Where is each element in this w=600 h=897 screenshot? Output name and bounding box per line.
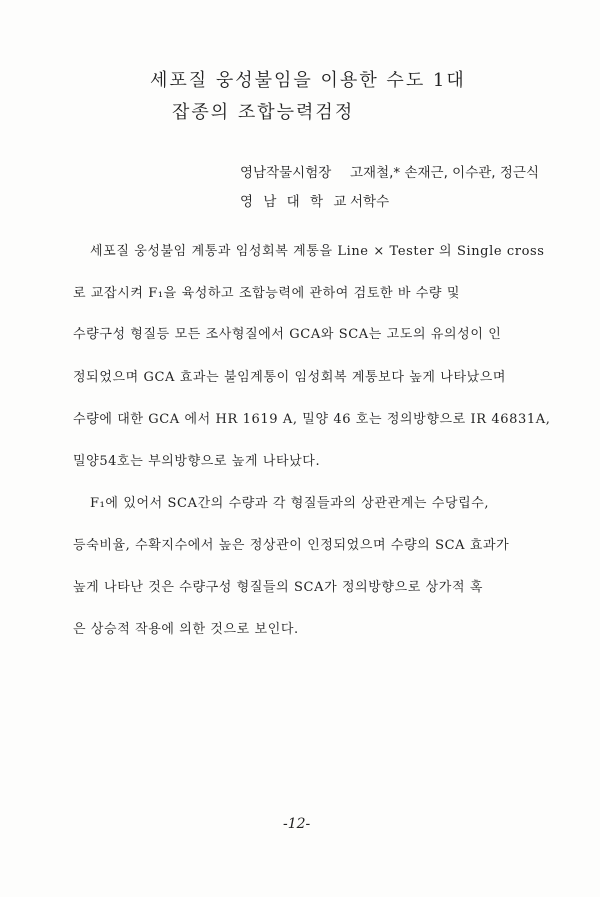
abstract-line: 수량에 대한 GCA 에서 HR 1619 A, 밀양 46 호는 정의방향으로 IR 46831A, [73, 412, 551, 427]
abstract-line: 등숙비율, 수확지수에서 높은 정상관이 인정되었으며 수량의 SCA 효과가 [73, 538, 510, 553]
affiliation-institution-2: 영 남 대 학 교 [240, 194, 350, 210]
abstract-line: 세포질 웅성불임 계통과 임성회복 계통을 Line × Tester 의 Single cross [90, 244, 545, 259]
abstract-line: 은 상승적 작용에 의한 것으로 보인다. [73, 622, 299, 637]
abstract-line: 수량구성 형질등 모든 조사형질에서 GCA와 SCA는 고도의 유의성이 인 [73, 327, 502, 342]
affiliation-institution-1: 영남작물시험장 [240, 165, 332, 181]
abstract-line: 밀양54호는 부의방향으로 높게 나타났다. [73, 454, 321, 469]
abstract-line: 높게 나타난 것은 수량구성 형질들의 SCA가 정의방향으로 상가적 혹 [73, 580, 484, 595]
abstract-line: 로 교잡시켜 F₁을 육성하고 조합능력에 관하여 검토한 바 수량 및 [73, 286, 460, 301]
paper-title-line-1: 세포질 웅성불임을 이용한 수도 1대 [150, 70, 466, 91]
abstract-line: 정되었으며 GCA 효과는 불임계통이 임성회복 계통보다 높게 나타났으며 [73, 370, 507, 385]
page-number: -12- [283, 816, 311, 832]
abstract-line: F₁에 있어서 SCA간의 수량과 각 형질들과의 상관관계는 수당립수, [90, 496, 490, 511]
affiliation-authors-1: 고재철,* 손재근, 이수관, 정근식 [350, 165, 539, 181]
affiliation-authors-2: 서학수 [350, 194, 390, 210]
paper-title-line-2: 잡종의 조합능력검정 [172, 102, 355, 123]
